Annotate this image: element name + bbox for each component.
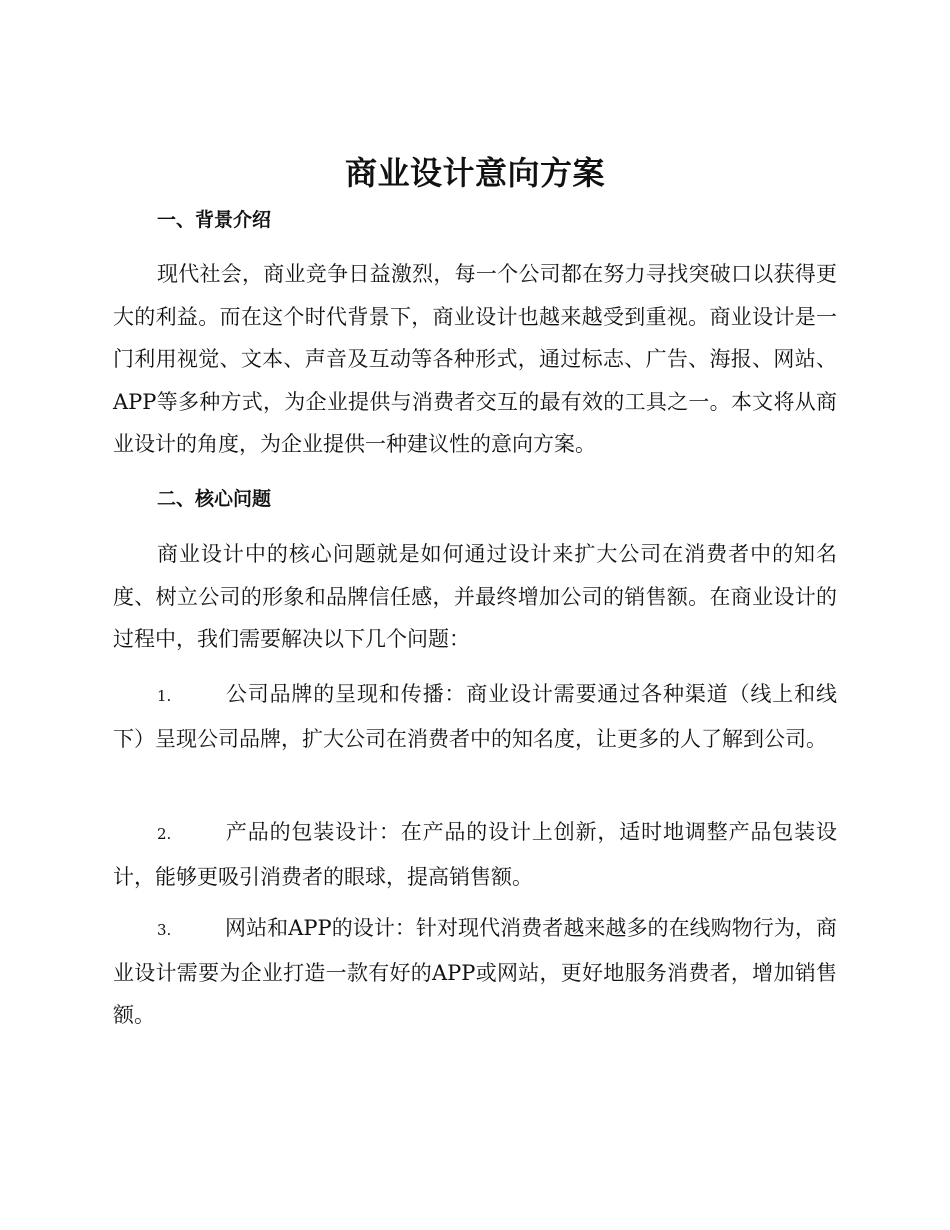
list-item-packaging	[113, 811, 837, 898]
document-title: 商业设计意向方案	[344, 154, 605, 192]
list-item-brand	[113, 673, 837, 760]
list-item-text: 网站和APP的设计：针对现代消费者越来越多的在线购物行为，商业设计需要为企业打造一款有好的APP或网站，更好地服务消费者，增加销售额。	[113, 916, 837, 1027]
list-item-text: 产品的包装设计：在产品的设计上创新，适时地调整产品包装设计，能够更吸引消费者的眼球，提高销售额。	[113, 820, 837, 889]
list-number: 2.	[157, 825, 172, 843]
list-number: 3.	[157, 921, 172, 939]
list-number: 1.	[157, 687, 172, 705]
list-item-text: 公司品牌的呈现和传播：商业设计需要通过各种渠道（线上和线下）呈现公司品牌，扩大公司在消费者中的知名度，让更多的人了解到公司。	[113, 682, 837, 751]
list-item-website-app	[113, 907, 837, 1037]
section-heading-background: 一、背景介绍	[157, 209, 272, 231]
core-issues-paragraph: 商业设计中的核心问题就是如何通过设计来扩大公司在消费者中的知名度、树立公司的形象和品牌信任感，并最终增加公司的销售额。在商业设计的过程中，我们需要解决以下几个问题：	[113, 542, 837, 651]
background-paragraph: 现代社会，商业竞争日益激烈，每一个公司都在努力寻找突破口以获得更大的利益。而在这个时代背景下，商业设计也越来越受到重视。商业设计是一门利用视觉、文本、声音及互动等各种形式，通过标志、广告、海报、网站、APP等多种方式，为企业提供与消费者交互的最有效的工具之一。本文将从商业设计的角度，为企业提供一种建议性的意向方案。	[113, 262, 837, 456]
document-page	[113, 0, 837, 1230]
section-heading-core-issues: 二、核心问题	[157, 488, 272, 510]
